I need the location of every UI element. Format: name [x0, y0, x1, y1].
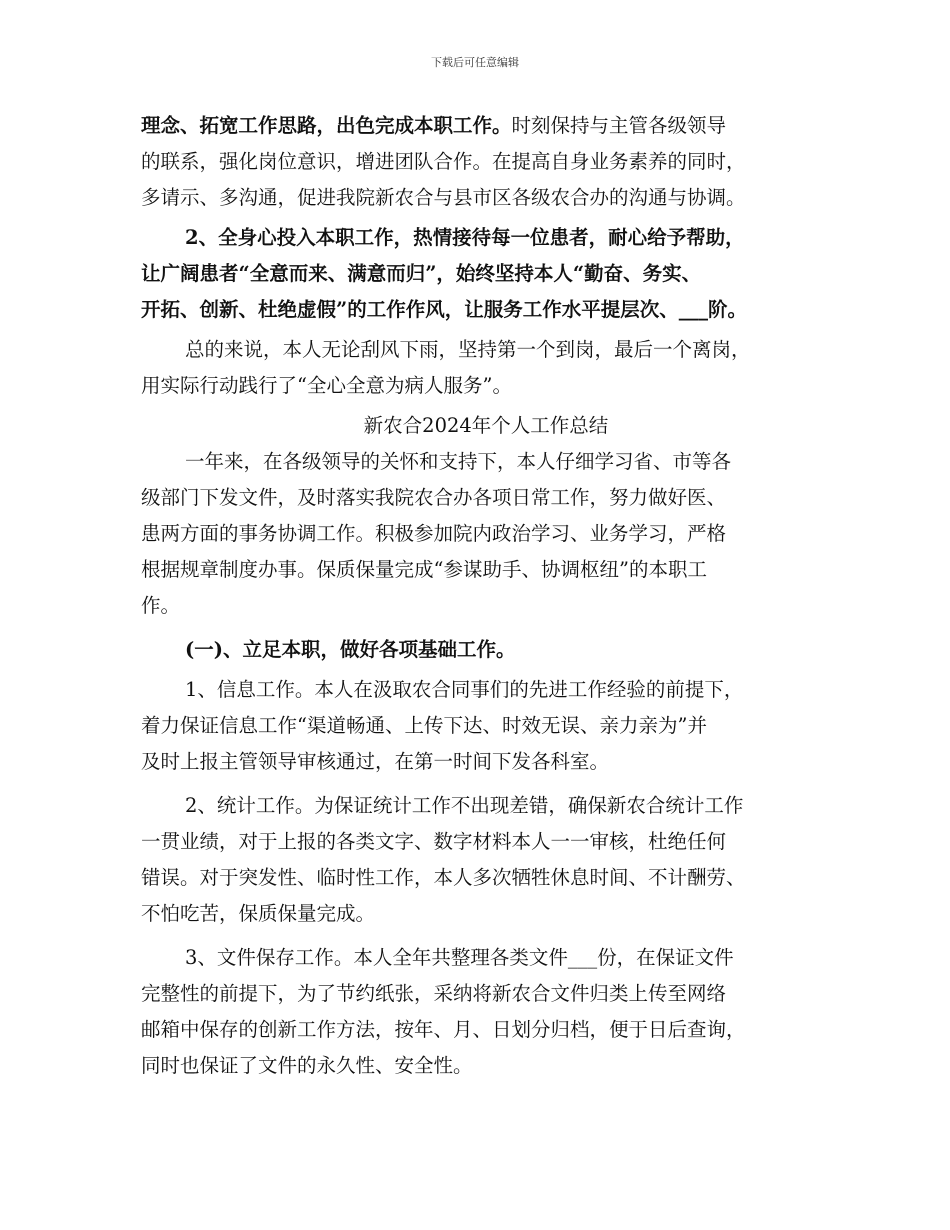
paragraph-6-line-4: 不怕吃苦，保质保量完成。 — [141, 902, 376, 925]
paragraph-3-line-2: 用实际行动践行了“全心全意为病人服务”。 — [141, 374, 512, 397]
document-title: 新农合2024年个人工作总结 — [363, 414, 609, 437]
paragraph-7-line-2: 完整性的前提下，为了节约纸张，采纳将新农合文件归类上传至网络 — [141, 982, 727, 1005]
paragraph-1-line-3: 多请示、多沟通，促进我院新农合与县市区各级农合办的沟通与协调。 — [141, 186, 746, 209]
paragraph-6 — [141, 788, 831, 932]
paragraph-5-line-2: 着力保证信息工作“渠道畅通、上传下达、时效无误、亲力亲为”并 — [141, 714, 707, 737]
line-rest: 时刻保持与主管各级领导 — [511, 114, 727, 137]
paragraph-3-line-1: 总的来说，本人无论刮风下雨，坚持第一个到岗，最后一个离岗， — [185, 338, 751, 361]
paragraph-2 — [141, 220, 831, 328]
paragraph-7 — [141, 940, 831, 1084]
paragraph-1-line-1 — [141, 108, 831, 144]
paragraph-2-line-2: 让广阔患者“全意而来、满意而归”，始终坚持本人“勤奋、务实、 — [141, 262, 702, 285]
paragraph-7-line-3: 邮箱中保存的创新工作方法，按年、月、日划分归档，便于日后查询， — [141, 1018, 746, 1041]
paragraph-5-line-1: 1、信息工作。本人在汲取农合同事们的先进工作经验的前提下， — [185, 678, 744, 701]
paragraph-4-line-4: 根据规章制度办事。保质保量完成“参谋助手、协调枢纽”的本职工 — [141, 558, 707, 581]
section-heading-1: (一)、立足本职，做好各项基础工作。 — [185, 638, 516, 661]
paragraph-4-line-1: 一年来，在各级领导的关怀和支持下，本人仔细学习省、市等各 — [185, 450, 732, 473]
paragraph-3 — [141, 332, 831, 404]
page-header: 下载后可任意编辑 — [431, 56, 519, 69]
paragraph-1 — [141, 108, 831, 216]
paragraph-6-line-3: 错误。对于突发性、临时性工作，本人多次牺牲休息时间、不计酬劳、 — [141, 866, 746, 889]
paragraph-1-line-2: 的联系，强化岗位意识，增进团队合作。在提高自身业务素养的同时， — [141, 150, 746, 173]
paragraph-2-line-3: 开拓、创新、杜绝虚假”的工作作风，让服务工作水平提层次、___阶。 — [141, 298, 747, 321]
paragraph-5-line-3: 及时上报主管领导审核通过，在第一时间下发各科室。 — [141, 750, 610, 773]
paragraph-4-line-2: 级部门下发文件，及时落实我院农合办各项日常工作，努力做好医、 — [141, 486, 727, 509]
bold-lead: 理念、拓宽工作思路，出色完成本职工作。 — [141, 114, 512, 137]
paragraph-4-line-5: 作。 — [141, 594, 181, 617]
paragraph-6-line-2: 一贯业绩，对于上报的各类文字、数字材料本人一一审核，杜绝任何 — [141, 830, 727, 853]
paragraph-7-line-4: 同时也保证了文件的永久性、安全性。 — [141, 1054, 473, 1077]
paragraph-4 — [141, 444, 831, 624]
paragraph-7-line-1: 3、文件保存工作。本人全年共整理各类文件___份，在保证文件 — [185, 946, 734, 969]
paragraph-5 — [141, 672, 831, 780]
paragraph-4-line-3: 患两方面的事务协调工作。积极参加院内政治学习、业务学习，严格 — [141, 522, 727, 545]
document-body — [141, 108, 831, 1084]
paragraph-2-line-1: 2、全身心投入本职工作，热情接待每一位患者，耐心给予帮助， — [185, 226, 745, 249]
paragraph-6-line-1: 2、统计工作。为保证统计工作不出现差错，确保新农合统计工作 — [185, 794, 744, 817]
